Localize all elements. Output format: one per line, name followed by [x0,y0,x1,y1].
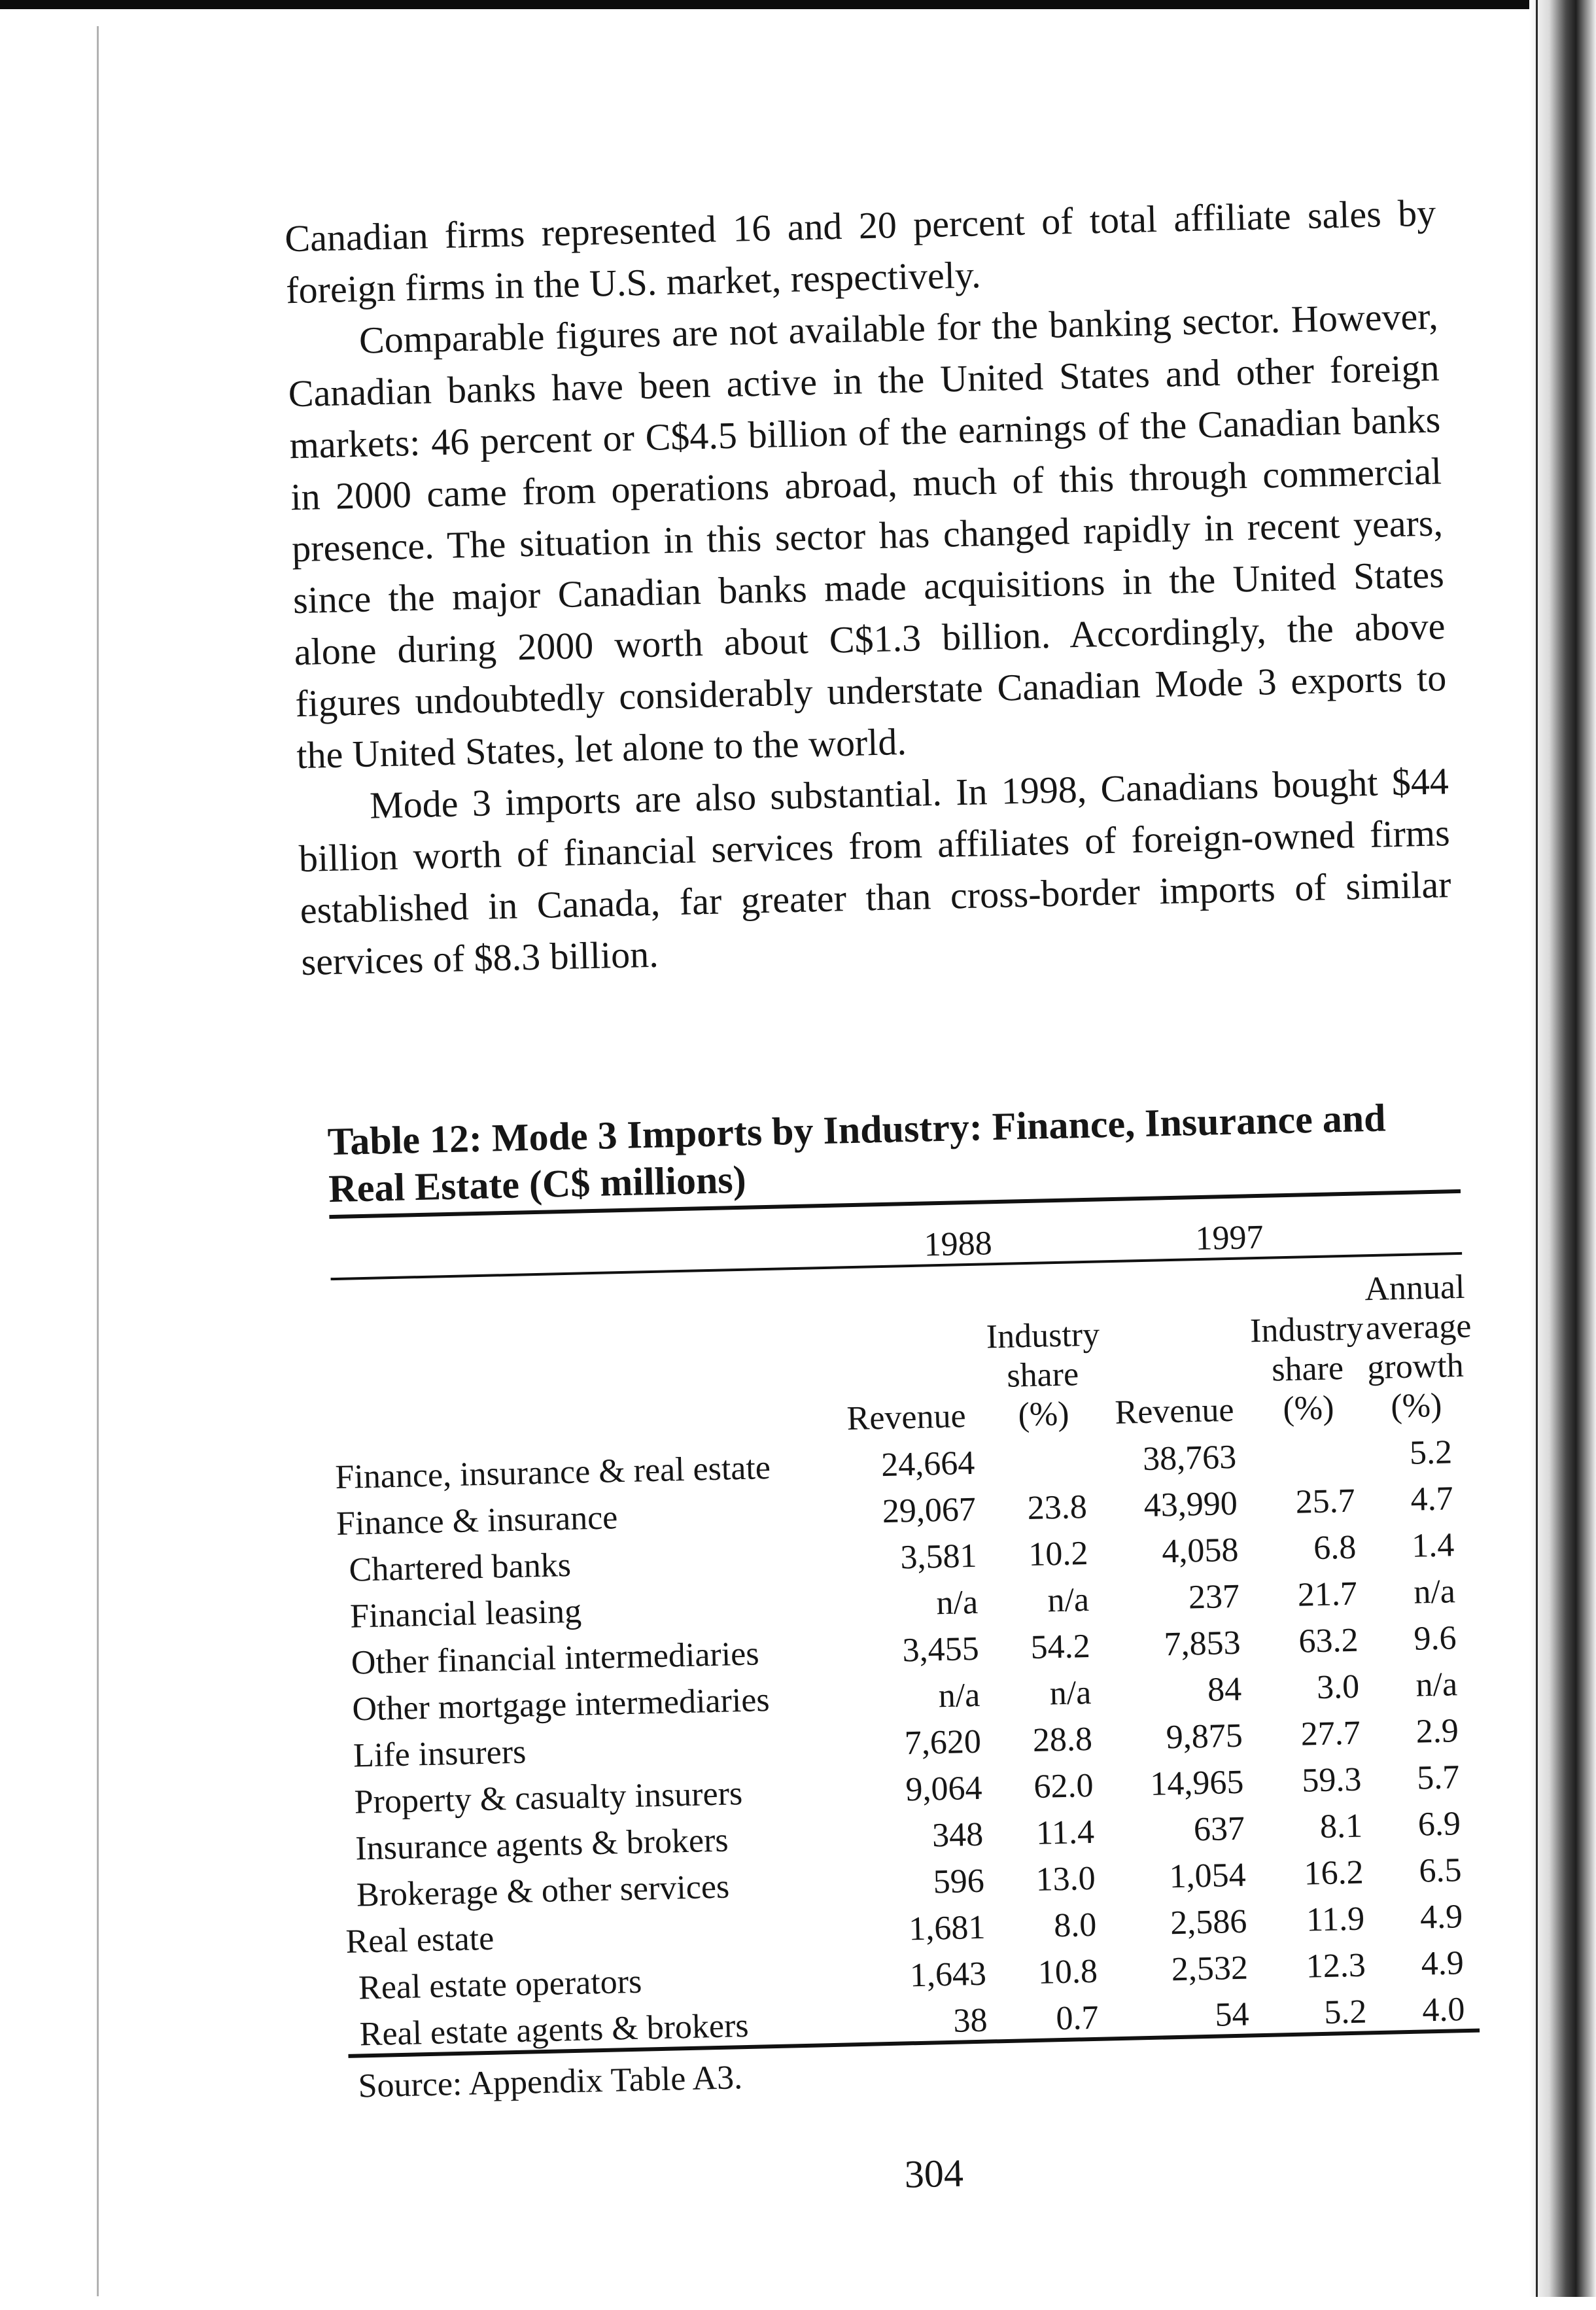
share-1988-cell: 10.2 [1028,1534,1089,1574]
growth-cell: n/a [1413,1573,1456,1611]
share-1988-cell: 62.0 [1033,1766,1094,1806]
revenue-1997-cell: 7,853 [1163,1624,1241,1664]
data-table [329,1193,1480,2054]
share-1997-cell: 63.2 [1298,1621,1359,1660]
revenue-1997-cell: 2,586 [1170,1902,1247,1942]
row-label: Property & casualty insurers [354,1775,743,1821]
revenue-1988-cell: n/a [938,1676,980,1715]
share-1988-cell: n/a [1047,1581,1090,1620]
growth-cell: 1.4 [1411,1526,1455,1565]
growth-cell: 4.9 [1421,1944,1465,1983]
revenue-1997-cell: 637 [1193,1810,1245,1849]
table-title: Table 12: Mode 3 Imports by Industry: Finance, Insurance and Real Estate (C$ millions) [327,1096,1387,1211]
share-1997-cell: 6.8 [1313,1528,1357,1567]
header-growth: Annual average growth (%) [1364,1268,1472,1426]
left-page-edge [97,26,99,2296]
row-label: Real estate operators [358,1963,642,2007]
revenue-1988-cell: 348 [931,1815,984,1855]
header-revenue-1997: Revenue [1114,1391,1235,1431]
growth-cell: 4.9 [1419,1898,1463,1936]
revenue-1988-cell: 24,664 [880,1444,975,1484]
year-1997: 1997 [1194,1218,1264,1258]
growth-cell: 9.6 [1413,1619,1457,1658]
revenue-1997-cell: 2,532 [1171,1949,1249,1989]
revenue-1997-cell: 4,058 [1161,1531,1239,1571]
revenue-1997-cell: 84 [1207,1670,1242,1709]
revenue-1988-cell: 9,064 [905,1769,983,1809]
header-share-1988: Industry share (%) [986,1316,1100,1434]
revenue-1997-cell: 1,054 [1168,1856,1247,1896]
column-header-row [331,1255,1466,1450]
share-1988-cell: 23.8 [1027,1488,1088,1528]
row-label: Finance, insurance & real estate [334,1448,771,1497]
page-number: 304 [904,2151,964,2196]
share-1988-cell: 13.0 [1035,1859,1096,1899]
table-body [335,1425,1480,2054]
growth-cell: 4.7 [1410,1480,1454,1518]
share-1997-cell: 25.7 [1295,1482,1356,1521]
row-label: Finance & insurance [336,1499,618,1543]
share-1988-cell: 0.7 [1055,1999,1100,2038]
row-label: Other financial intermediaries [351,1635,760,1682]
share-1997-cell: 59.3 [1301,1760,1362,1800]
growth-cell: 4.0 [1421,1991,1465,2029]
share-1997-cell: 21.7 [1297,1575,1358,1614]
growth-cell: 5.7 [1416,1759,1460,1797]
revenue-1988-cell: 29,067 [882,1490,977,1531]
share-1988-cell: 28.8 [1032,1720,1093,1759]
paragraph-3: Mode 3 imports are also substantial. In 1998, Canadians bought $44 billion worth of financial services from affiliates of foreign-owned firms established in Canada, far greater than cross-border imports of similar services of $8.3 billion. [298,760,1452,984]
share-1997-cell: 8.1 [1319,1807,1363,1846]
book-spine-shadow [1529,0,1596,2297]
row-label: Brokerage & other services [356,1868,730,1914]
paragraph-1: Canadian firms represented 16 and 20 percent of total affiliate sales by foreign firms in the U.S. market, respectively. [284,191,1436,312]
share-1997-cell: 12.3 [1306,1946,1366,1986]
revenue-1997-cell: 9,875 [1166,1717,1243,1757]
share-1997-cell: 16.2 [1303,1853,1364,1893]
share-1997-cell: 5.2 [1323,1993,1368,2031]
row-label: Financial leasing [349,1592,582,1636]
revenue-1988-cell: 596 [933,1862,985,1901]
row-label: Insurance agents & brokers [355,1821,729,1868]
growth-cell: 2.9 [1415,1712,1459,1751]
share-1988-cell: 8.0 [1053,1906,1097,1945]
share-1988-cell: 11.4 [1035,1813,1095,1852]
header-revenue-1988: Revenue [846,1397,967,1438]
table-source: Source: Appendix Table A3. [357,2059,743,2105]
row-label: Other mortgage intermediaries [351,1681,771,1728]
share-1988-cell: 10.8 [1037,1952,1098,1991]
revenue-1997-cell: 14,965 [1149,1763,1245,1803]
share-1988-cell [988,1433,1101,1482]
growth-cell: 6.9 [1417,1805,1461,1844]
revenue-1988-cell: 38 [952,2001,988,2040]
row-label: Chartered banks [349,1546,572,1589]
share-1997-cell: 3.0 [1316,1668,1360,1707]
revenue-1988-cell: n/a [935,1583,979,1622]
revenue-1997-cell: 237 [1188,1577,1240,1617]
row-label: Real estate [345,1919,494,1961]
revenue-1997-cell: 54 [1214,1995,1250,2034]
revenue-1988-cell: 1,681 [908,1908,986,1948]
body-text [285,186,1453,988]
share-1988-cell: 54.2 [1030,1627,1091,1666]
revenue-1988-cell: 1,643 [909,1955,987,1995]
revenue-1997-cell: 38,763 [1142,1438,1237,1479]
header-share-1997: Industry share (%) [1249,1310,1364,1428]
share-1997-cell: 11.9 [1306,1900,1365,1939]
share-1988-cell: n/a [1049,1673,1092,1713]
revenue-1988-cell: 3,581 [899,1537,978,1577]
revenue-1988-cell: 3,455 [902,1630,980,1670]
share-1997-cell [1250,1427,1369,1476]
share-1997-cell: 27.7 [1300,1714,1361,1753]
growth-cell: n/a [1415,1666,1458,1704]
table-12 [327,1093,1481,2106]
row-label: Life insurers [353,1733,527,1775]
row-label: Real estate agents & brokers [359,2006,750,2054]
growth-cell: 6.5 [1418,1851,1463,1890]
revenue-1988-cell: 7,620 [904,1723,982,1762]
paragraph-2: Comparable figures are not available for the banking sector. However, Canadian banks have been active in the United States and other foreign markets: 46 percent or C$4.5 billion of the earnings of the Canadian banks in 2000 came from operations abroad, much of this through commercial presence. The situation in this sector has changed rapidly in recent years, since the major Canadian banks made acquisitions in the United States alone during 2000 worth about C$1.3 billion. Accordingly, the above figures undoubtedly considerably understate Canadian Mode 3 exports to the United States, let alone to the world. [288,294,1447,777]
revenue-1997-cell: 43,990 [1143,1484,1238,1525]
page-edge-line [1536,0,1538,2297]
scanned-page [280,0,1483,2309]
year-1988: 1988 [923,1225,993,1264]
growth-cell: 5.2 [1409,1433,1453,1472]
